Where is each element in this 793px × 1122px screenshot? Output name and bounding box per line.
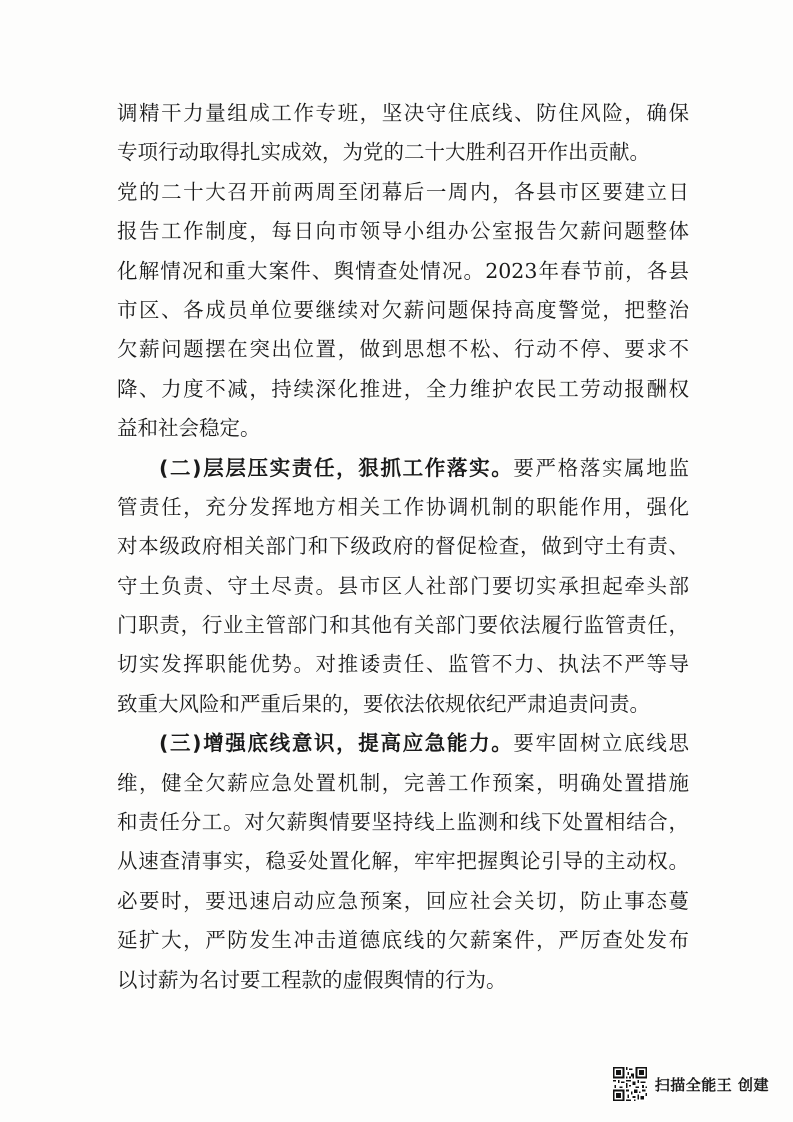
paragraph-2-first-line: 要严格落实属地监 (513, 455, 689, 480)
watermark-text: 扫描全能王 创建 (654, 1075, 769, 1094)
text-line: 管责任，充分发挥地方相关工作协调机制的职能作用，强化 (117, 494, 689, 519)
paragraph-2 (117, 449, 689, 725)
paragraph-3 (117, 724, 689, 1000)
section-heading-2: (二)层层压实责任，狠抓工作落实。 (159, 455, 514, 480)
text-line: 门职责，行业主管部门和其他有关部门要依法履行监管责任， (117, 613, 689, 638)
text-line: 维，健全欠薪应急处置机制，完善工作预案，明确处置措施 (117, 770, 689, 795)
text-line: 切实发挥职能优势。对推诿责任、监管不力、执法不严等导 (117, 652, 689, 677)
text-line: 市区、各成员单位要继续对欠薪问题保持高度警觉，把整治 (117, 297, 689, 322)
text-line: 化解情况和重大案件、舆情查处情况。2023年春节前，各县 (117, 258, 689, 283)
paragraph-1 (117, 94, 689, 449)
text-line (117, 449, 689, 488)
section-heading-3: (三)增强底线意识，提高应急能力。 (159, 731, 514, 756)
text-line: 欠薪问题摆在突出位置，做到思想不松、行动不停、要求不 (117, 337, 689, 362)
text-line: 必要时，要迅速启动应急预案，回应社会关切，防止事态蔓 (117, 888, 689, 913)
text-line: 益和社会稳定。 (117, 416, 261, 441)
text-line: 从速查清事实，稳妥处置化解，牢牢把握舆论引导的主动权。 (117, 849, 689, 874)
text-line: 和责任分工。对欠薪舆情要坚持线上监测和线下处置相结合， (117, 810, 689, 835)
text-line: 报告工作制度，每日向市领导小组办公室报告欠薪问题整体 (117, 219, 689, 244)
paragraph-3-first-line: 要牢固树立底线思 (513, 731, 689, 756)
text-line (117, 724, 689, 763)
scanner-watermark (613, 1066, 769, 1102)
text-line: 守土负责、守土尽责。县市区人社部门要切实承担起牵头部 (117, 573, 689, 598)
text-line: 对本级政府相关部门和下级政府的督促检查，做到守土有责、 (117, 534, 689, 559)
text-line: 党的二十大召开前两周至闭幕后一周内，各县市区要建立日 (117, 179, 689, 204)
text-line: 降、力度不减，持续深化推进，全力维护农民工劳动报酬权 (117, 376, 689, 401)
text-line: 延扩大，严防发生冲击道德底线的欠薪案件，严厉查处发布 (117, 928, 689, 953)
text-line: 致重大风险和严重后果的，要依法依规依纪严肃追责问责。 (117, 691, 650, 716)
qr-code-icon (613, 1067, 647, 1101)
text-line: 调精干力量组成工作专班，坚决守住底线、防住风险，确保 (117, 101, 689, 125)
text-line: 以讨薪为名讨要工程款的虚假舆情的行为。 (117, 967, 507, 992)
document-body (117, 94, 689, 1000)
text-line: 专项行动取得扎实成效，为党的二十大胜利召开作出贡献。 (117, 140, 650, 165)
